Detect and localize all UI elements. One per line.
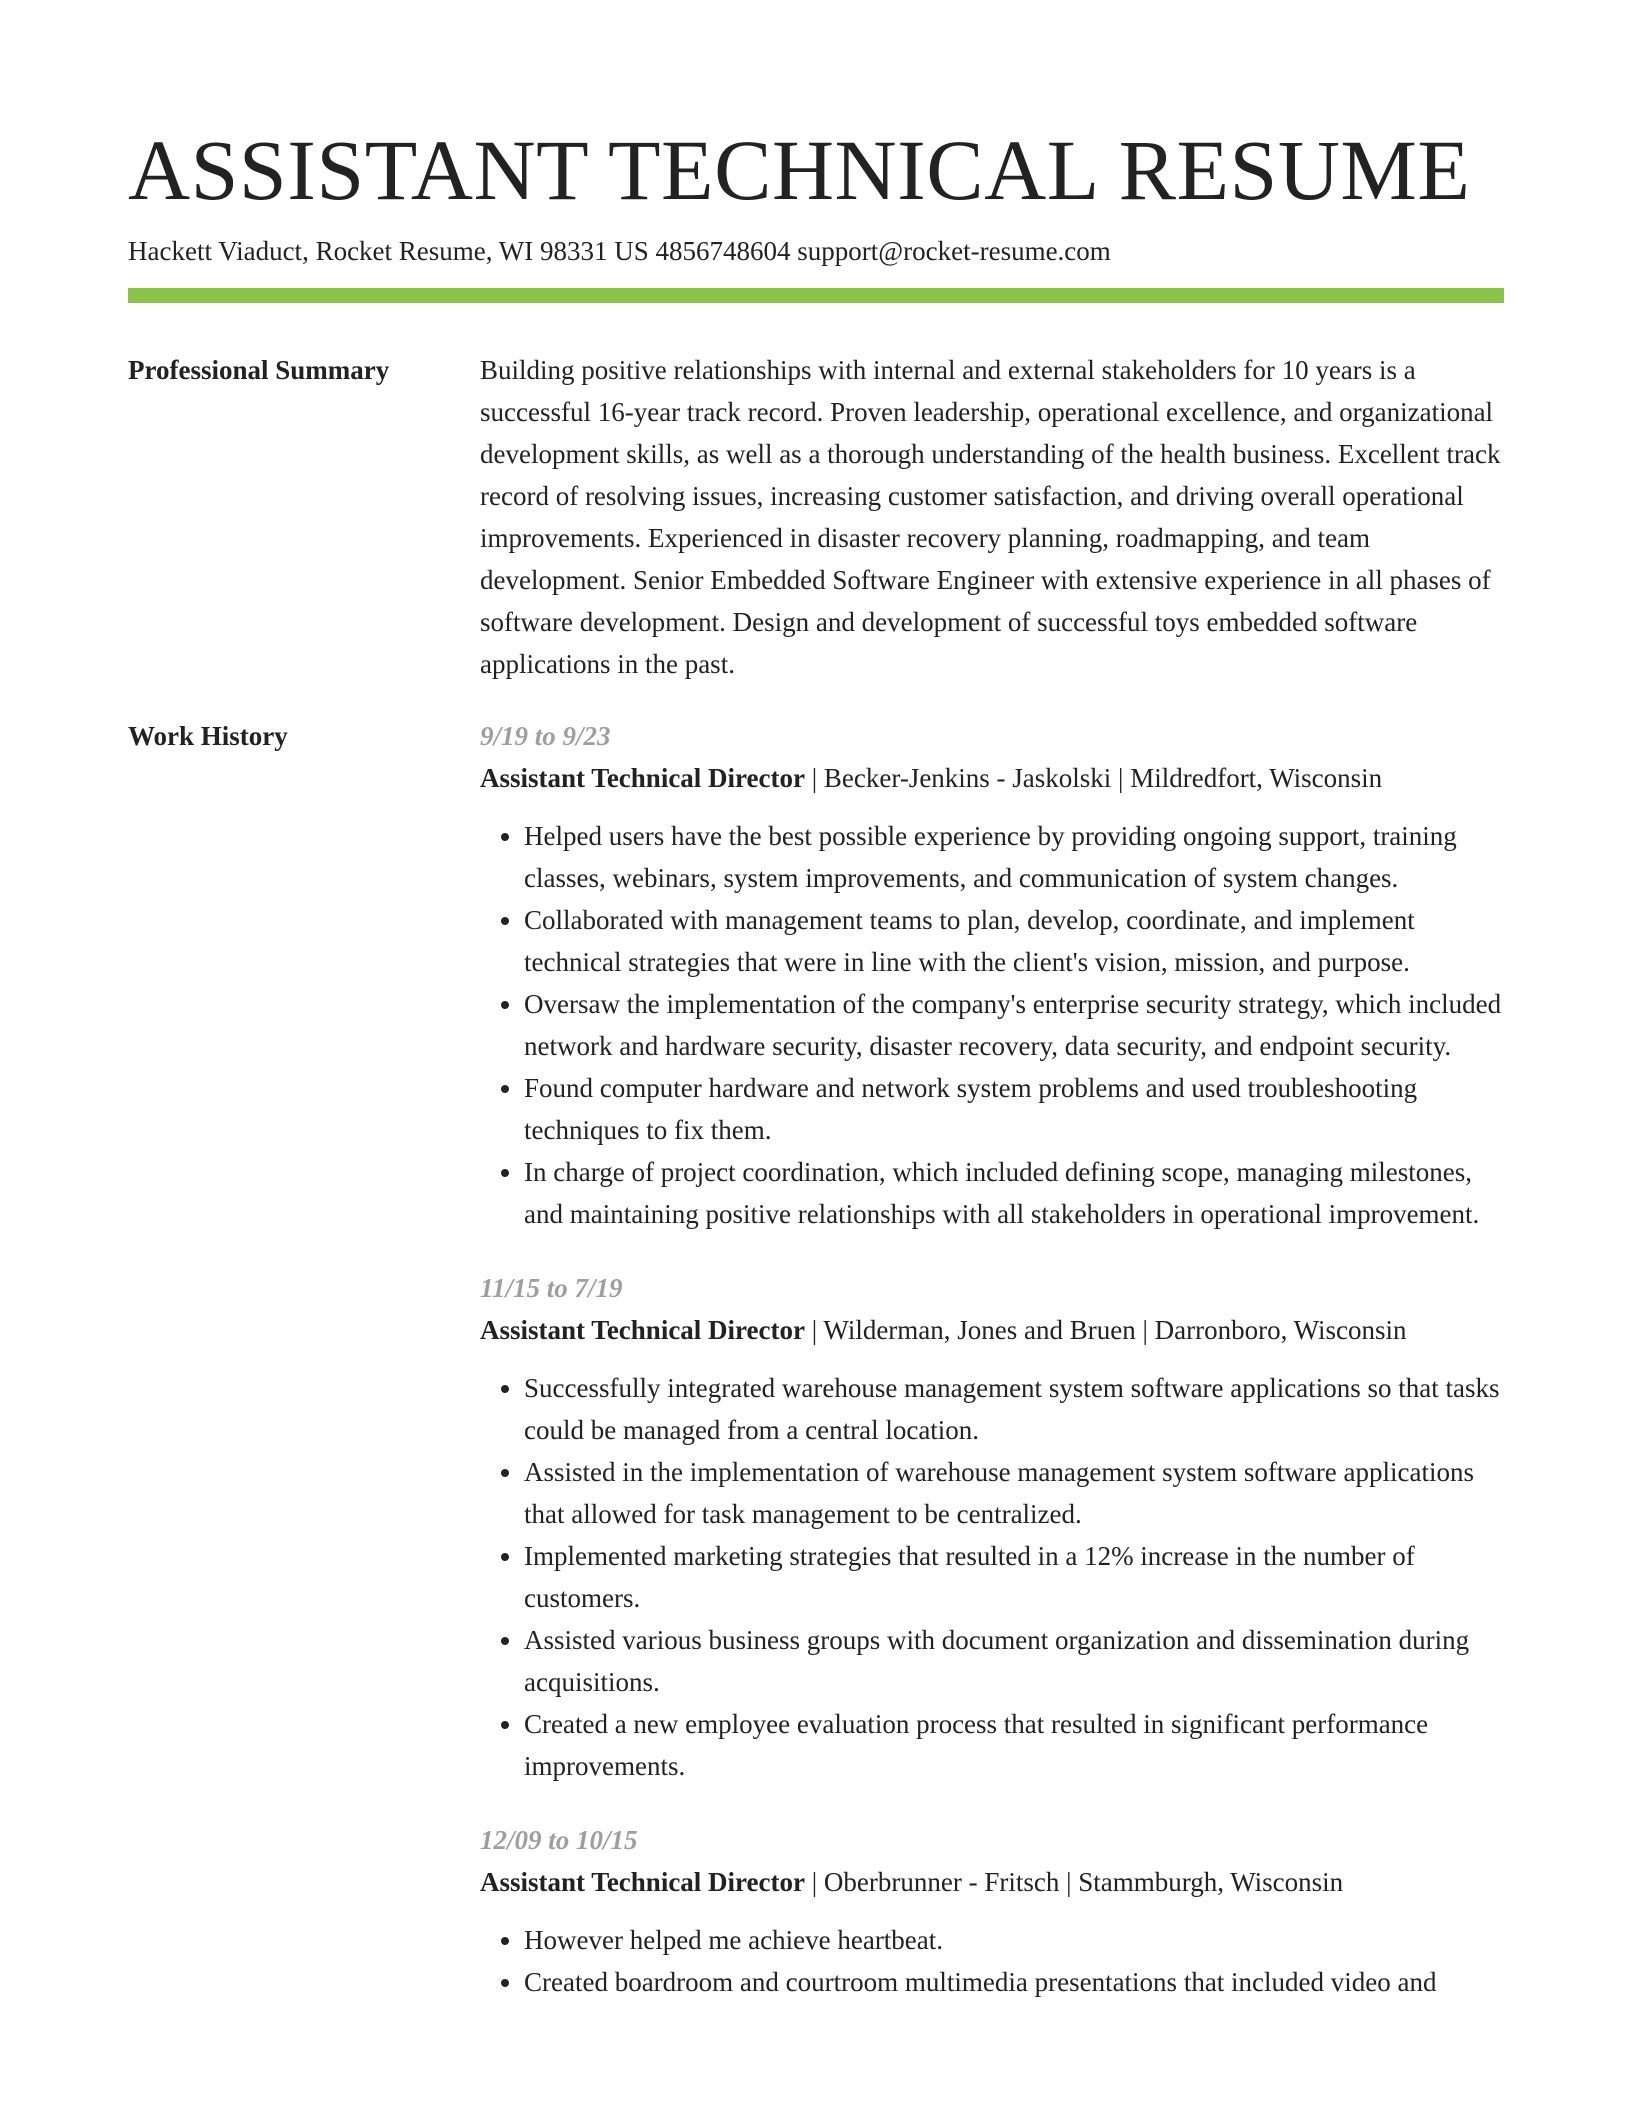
job-bullet-list: [480, 815, 1504, 1235]
job-dates: 12/09 to 10/15: [480, 1825, 638, 1855]
section-label-work-history: Work History: [128, 721, 288, 751]
job-title: Assistant Technical Director: [480, 1867, 805, 1897]
job-title: Assistant Technical Director: [480, 763, 805, 793]
professional-summary-section: [128, 349, 1504, 685]
job-bullet: • Oversaw the implementation of the company's enterprise security strategy, which included network and hardware security, disaster recovery, data security, and endpoint security.: [524, 983, 1504, 1067]
contact-line: Hackett Viaduct, Rocket Resume, WI 98331 US 4856748604 support@rocket-resume.com: [128, 236, 1111, 266]
summary-text: Building positive relationships with internal and external stakeholders for 10 years is a successful 16-year track record. Proven leadership, operational excellence, and organizational development skills, as well as a thorough understanding of the health business. Excellent track record of resolving issues, increasing customer satisfaction, and driving overall operational improvements. Experienced in disaster recovery planning, roadmapping, and team development. Senior Embedded Software Engineer with extensive experience in all phases of software development. Design and development of successful toys embedded software applications in the past.: [480, 355, 1501, 679]
job-bullet: • In charge of project coordination, which included defining scope, managing milestones, and maintaining positive relationships with all stakeholders in operational improvement.: [524, 1151, 1504, 1235]
accent-divider: [128, 288, 1504, 303]
job-heading: [480, 1309, 1504, 1351]
job-dates: 9/19 to 9/23: [480, 721, 611, 751]
job-bullet: • However helped me achieve heartbeat.: [524, 1919, 1504, 1961]
section-label-summary: Professional Summary: [128, 355, 390, 385]
job-bullet: • Helped users have the best possible experience by providing ongoing support, training classes, webinars, system improvements, and communication of system changes.: [524, 815, 1504, 899]
job-employer-location: | Oberbrunner - Fritsch | Stammburgh, Wisconsin: [805, 1867, 1344, 1897]
job-entry: [480, 715, 1504, 1235]
job-heading: [480, 757, 1504, 799]
resume-title: ASSISTANT TECHNICAL RESUME: [128, 122, 1471, 218]
job-entry: [480, 1819, 1504, 2003]
job-bullet: • Successfully integrated warehouse management system software applications so that tasks could be managed from a central location.: [524, 1367, 1504, 1451]
job-bullet: • Assisted various business groups with document organization and dissemination during acquisitions.: [524, 1619, 1504, 1703]
job-bullet-list: [480, 1367, 1504, 1787]
job-heading: [480, 1861, 1504, 1903]
job-title: Assistant Technical Director: [480, 1315, 805, 1345]
job-bullet: • Assisted in the implementation of warehouse management system software applications that allowed for task management to be centralized.: [524, 1451, 1504, 1535]
job-bullet: • Implemented marketing strategies that resulted in a 12% increase in the number of customers.: [524, 1535, 1504, 1619]
work-history-section: [128, 715, 1504, 2003]
job-employer-location: | Wilderman, Jones and Bruen | Darronboro, Wisconsin: [805, 1315, 1407, 1345]
job-bullet: • Created boardroom and courtroom multimedia presentations that included video and: [524, 1961, 1504, 2003]
resume-page: [128, 0, 1504, 2003]
job-bullet-list: [480, 1919, 1504, 2003]
job-bullet: • Created a new employee evaluation process that resulted in significant performance improvements.: [524, 1703, 1504, 1787]
job-dates: 11/15 to 7/19: [480, 1273, 623, 1303]
job-bullet: • Collaborated with management teams to plan, develop, coordinate, and implement technical strategies that were in line with the client's vision, mission, and purpose.: [524, 899, 1504, 983]
job-employer-location: | Becker-Jenkins - Jaskolski | Mildredfort, Wisconsin: [805, 763, 1383, 793]
job-bullet: • Found computer hardware and network system problems and used troubleshooting techniques to fix them.: [524, 1067, 1504, 1151]
summary-body: [480, 349, 1504, 685]
work-history-body: [480, 715, 1504, 2003]
job-entry: [480, 1267, 1504, 1787]
